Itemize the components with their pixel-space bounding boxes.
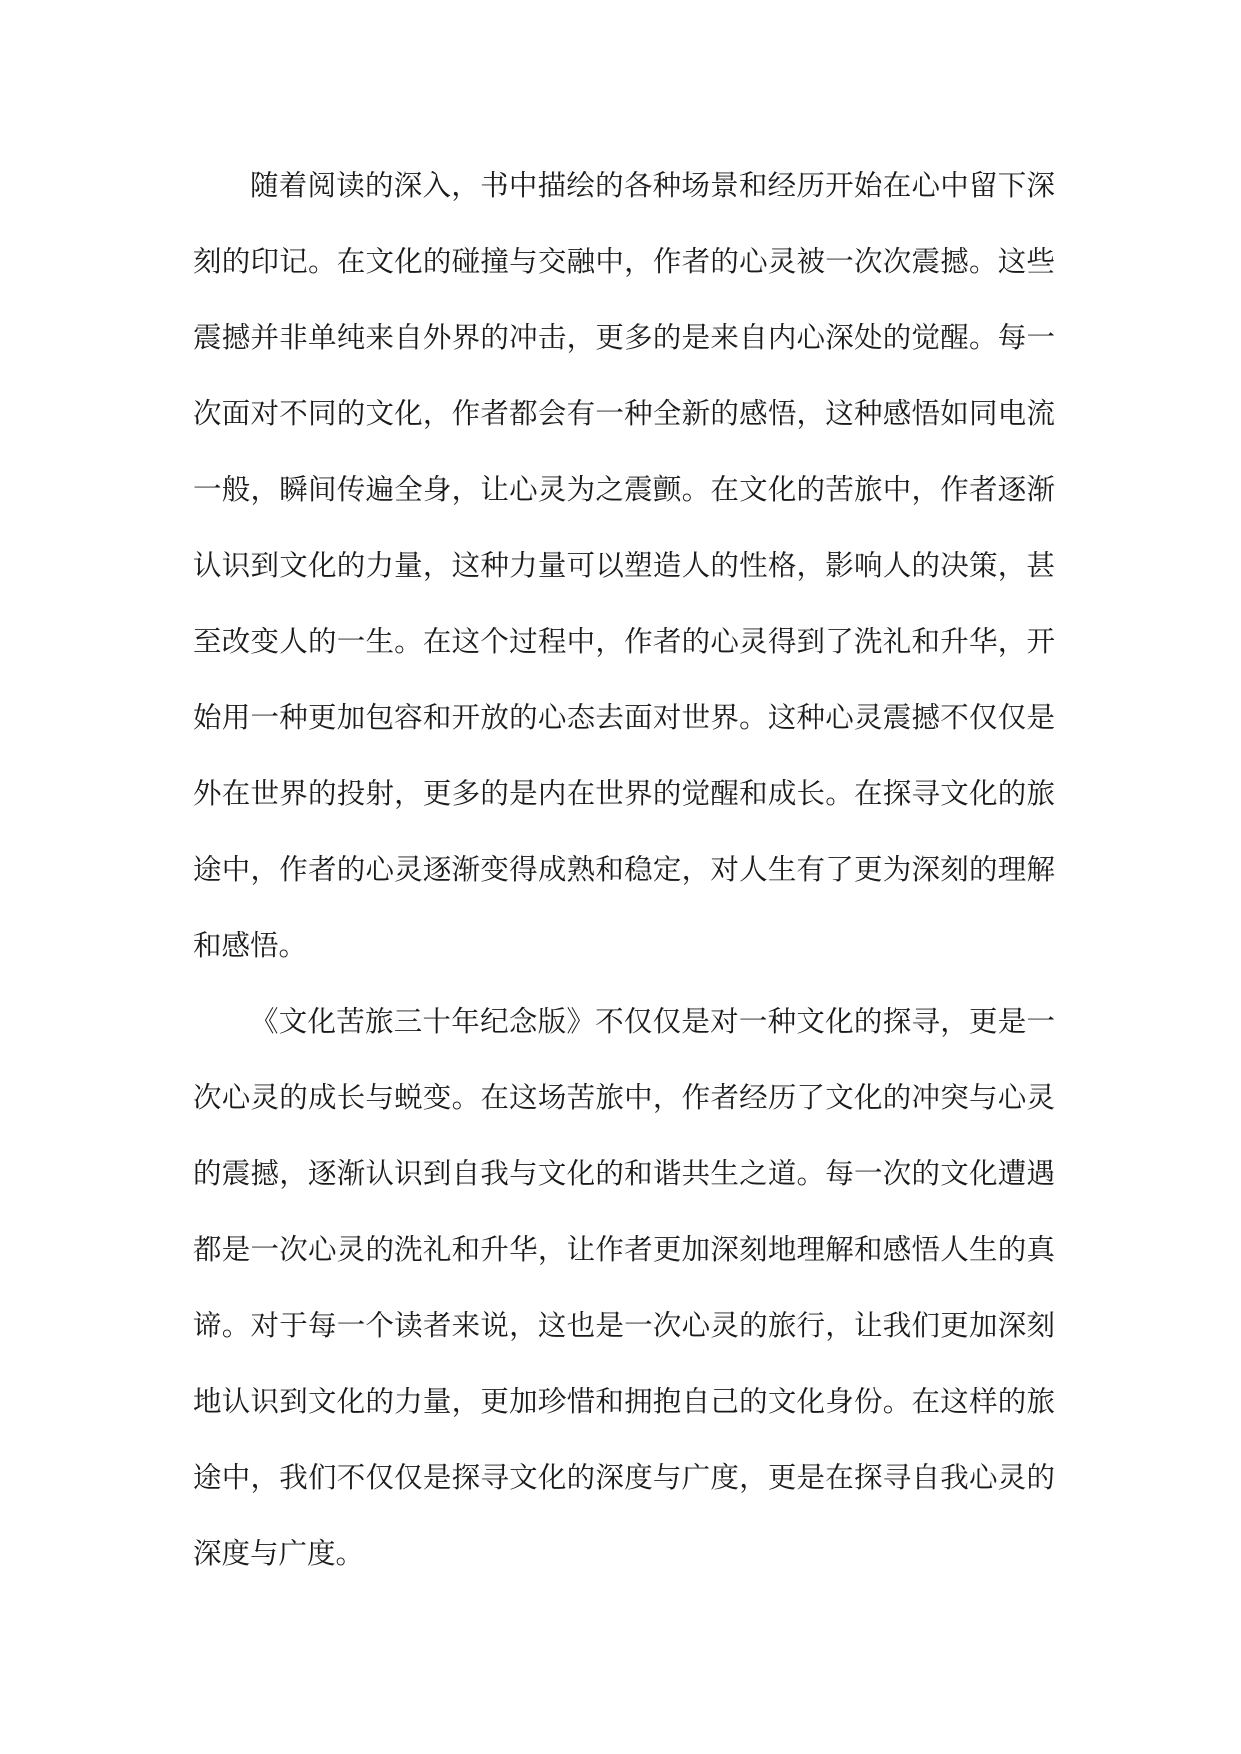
text-line: 至改变人的一生。在这个过程中，作者的心灵得到了洗礼和升华，开	[193, 625, 1055, 658]
text-line: 地认识到文化的力量，更加珍惜和拥抱自己的文化身份。在这样的旅	[193, 1385, 1055, 1418]
text-line: 认识到文化的力量，这种力量可以塑造人的性格，影响人的决策，甚	[193, 549, 1055, 582]
text-line: 和感悟。	[193, 929, 308, 962]
text-line: 随着阅读的深入，书中描绘的各种场景和经历开始在心中留下深	[250, 169, 1055, 202]
text-line: 一般，瞬间传遍全身，让心灵为之震颤。在文化的苦旅中，作者逐渐	[193, 473, 1055, 506]
text-line: 震撼并非单纯来自外界的冲击，更多的是来自内心深处的觉醒。每一	[193, 321, 1055, 354]
text-line: 刻的印记。在文化的碰撞与交融中，作者的心灵被一次次震撼。这些	[193, 245, 1055, 278]
text-line: 次面对不同的文化，作者都会有一种全新的感悟，这种感悟如同电流	[193, 397, 1055, 430]
text-line: 途中，作者的心灵逐渐变得成熟和稳定，对人生有了更为深刻的理解	[193, 853, 1055, 886]
text-line: 的震撼，逐渐认识到自我与文化的和谐共生之道。每一次的文化遭遇	[193, 1157, 1055, 1190]
body-text	[193, 148, 1055, 1592]
text-line: 深度与广度。	[193, 1537, 365, 1570]
text-line: 始用一种更加包容和开放的心态去面对世界。这种心灵震撼不仅仅是	[193, 701, 1055, 734]
text-line: 都是一次心灵的洗礼和升华，让作者更加深刻地理解和感悟人生的真	[193, 1233, 1055, 1266]
text-line: 谛。对于每一个读者来说，这也是一次心灵的旅行，让我们更加深刻	[193, 1309, 1055, 1342]
paragraph-2	[193, 984, 1055, 1592]
text-line: 《文化苦旅三十年纪念版》不仅仅是对一种文化的探寻，更是一	[250, 1005, 1055, 1038]
text-line: 外在世界的投射，更多的是内在世界的觉醒和成长。在探寻文化的旅	[193, 777, 1055, 810]
text-line: 途中，我们不仅仅是探寻文化的深度与广度，更是在探寻自我心灵的	[193, 1461, 1055, 1494]
text-line: 次心灵的成长与蜕变。在这场苦旅中，作者经历了文化的冲突与心灵	[193, 1081, 1055, 1114]
paragraph-1	[193, 148, 1055, 984]
